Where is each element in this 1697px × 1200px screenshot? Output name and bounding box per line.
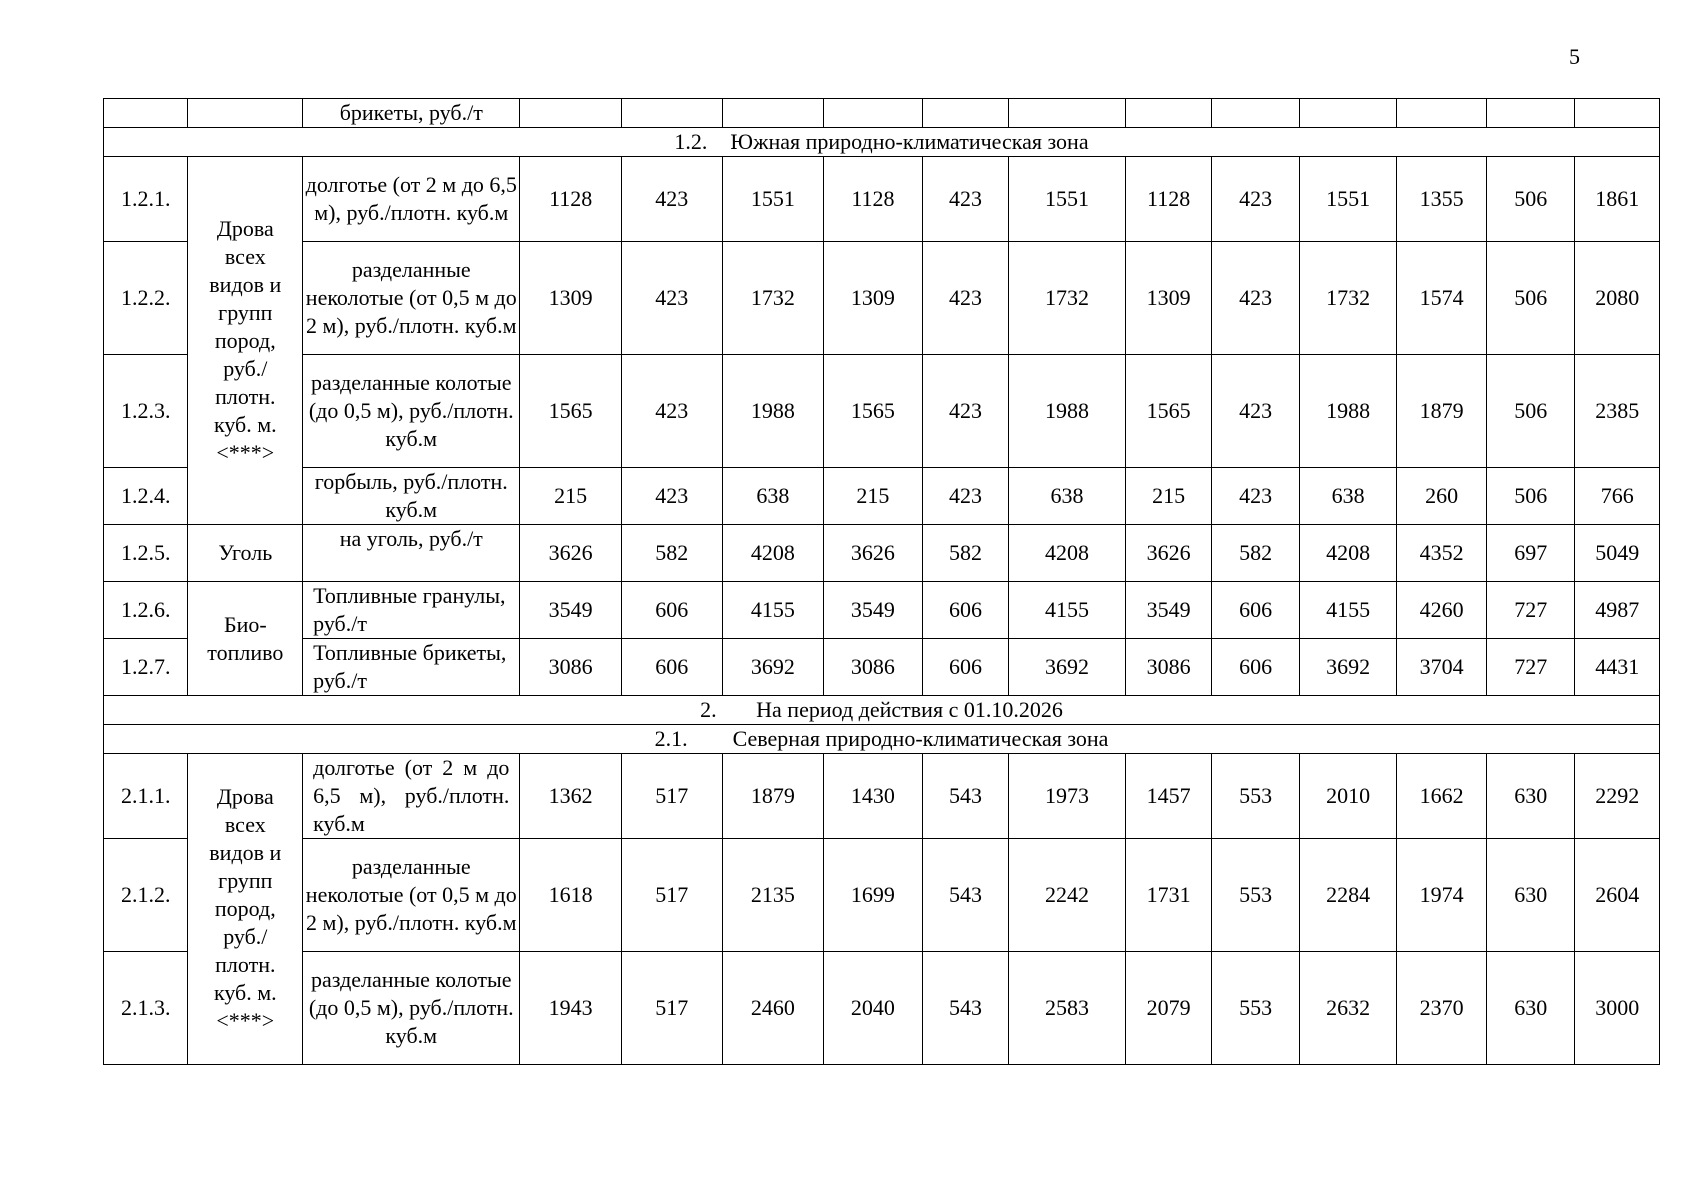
- price-cell: 1565: [1125, 355, 1212, 468]
- fuel-description: Топливные гранулы, руб./т: [303, 582, 520, 639]
- price-cell: 1128: [1125, 157, 1212, 242]
- price-cell: 423: [1212, 157, 1300, 242]
- price-cell: 2284: [1299, 839, 1397, 952]
- price-cell: 1618: [520, 839, 622, 952]
- price-cell: 1128: [520, 157, 622, 242]
- row-number: 1.2.5.: [104, 525, 188, 582]
- price-cell: 543: [922, 952, 1009, 1065]
- price-cell: 606: [922, 639, 1009, 696]
- row-number: 1.2.4.: [104, 468, 188, 525]
- fuel-group-label: Дрова всех видов и групп пород, руб./ плотн. куб. м. <***>: [209, 215, 282, 465]
- price-cell: 1309: [520, 242, 622, 355]
- fuel-description: долготье (от 2 м до 6,5 м), руб./плотн. куб.м: [303, 157, 520, 242]
- price-cell: 606: [621, 639, 722, 696]
- price-cell: 2583: [1009, 952, 1126, 1065]
- price-cell: 3000: [1575, 952, 1660, 1065]
- page-number: 5: [1569, 44, 1580, 69]
- price-cell: 4987: [1575, 582, 1660, 639]
- price-cell: 1943: [520, 952, 622, 1065]
- price-cell: 697: [1486, 525, 1575, 582]
- price-cell: 3086: [824, 639, 923, 696]
- price-cell: 1457: [1125, 754, 1212, 839]
- price-cell: 215: [824, 468, 923, 525]
- price-cell: 423: [922, 242, 1009, 355]
- price-cell: 1988: [722, 355, 824, 468]
- price-cell: 553: [1212, 952, 1300, 1065]
- fuel-description: Топливные брикеты, руб./т: [303, 639, 520, 696]
- price-cell: 3692: [722, 639, 824, 696]
- description-cell: брикеты, руб./т: [303, 99, 520, 128]
- tariff-table: [103, 98, 1660, 1065]
- price-cell: 1988: [1299, 355, 1397, 468]
- fuel-description: разделанные неколотые (от 0,5 м до 2 м), руб./плотн. куб.м: [303, 839, 520, 952]
- price-cell: 2292: [1575, 754, 1660, 839]
- price-cell: 215: [1125, 468, 1212, 525]
- fuel-group-cell: [188, 754, 303, 1065]
- price-cell: 553: [1212, 839, 1300, 952]
- price-cell: 517: [621, 952, 722, 1065]
- price-cell: 1309: [1125, 242, 1212, 355]
- price-cell: 1879: [1397, 355, 1487, 468]
- price-cell: 4431: [1575, 639, 1660, 696]
- price-cell: 3692: [1009, 639, 1126, 696]
- section-header: [104, 128, 1660, 157]
- price-cell: 1732: [1009, 242, 1126, 355]
- number-cell: [104, 99, 188, 128]
- price-cell: 1879: [722, 754, 824, 839]
- price-cell: 1551: [1299, 157, 1397, 242]
- fuel-group-label: Уголь: [218, 540, 273, 565]
- price-cell: 2632: [1299, 952, 1397, 1065]
- price-cell: 423: [1212, 242, 1300, 355]
- fuel-group-cell: [188, 157, 303, 525]
- price-cell: 1973: [1009, 754, 1126, 839]
- price-cell: 3086: [1125, 639, 1212, 696]
- price-cell: 1731: [1125, 839, 1212, 952]
- price-cell: 3626: [1125, 525, 1212, 582]
- price-cell: 4352: [1397, 525, 1487, 582]
- price-cell: 506: [1486, 355, 1575, 468]
- price-cell: 582: [922, 525, 1009, 582]
- table-row: [104, 952, 1660, 1065]
- price-cell: 582: [1212, 525, 1300, 582]
- table-row: [104, 99, 1660, 128]
- price-cell: 606: [621, 582, 722, 639]
- table-row: [104, 639, 1660, 696]
- row-number: 1.2.7.: [104, 639, 188, 696]
- price-cell: 260: [1397, 468, 1487, 525]
- price-cell: 423: [621, 468, 722, 525]
- section-title: Северная природно-климатическая зона: [732, 726, 1109, 751]
- price-cell: 5049: [1575, 525, 1660, 582]
- price-cell: 2604: [1575, 839, 1660, 952]
- price-cell: 3626: [824, 525, 923, 582]
- price-cell: 1699: [824, 839, 923, 952]
- table-row: [104, 525, 1660, 582]
- price-cell: 638: [1009, 468, 1126, 525]
- price-cell: 423: [621, 242, 722, 355]
- price-cell: 423: [1212, 468, 1300, 525]
- price-cell: 506: [1486, 468, 1575, 525]
- row-number: 1.2.2.: [104, 242, 188, 355]
- section-header-row: [104, 696, 1660, 725]
- row-number: 2.1.1.: [104, 754, 188, 839]
- price-cell: 1988: [1009, 355, 1126, 468]
- table-row: [104, 582, 1660, 639]
- section-title: Южная природно-климатическая зона: [730, 129, 1089, 154]
- price-cell: 543: [922, 839, 1009, 952]
- price-cell: 1355: [1397, 157, 1487, 242]
- row-number: 1.2.6.: [104, 582, 188, 639]
- fuel-description: разделанные колотые (до 0,5 м), руб./плотн. куб.м: [303, 952, 520, 1065]
- fuel-group-label: Дрова всех видов и групп пород, руб./ плотн. куб. м. <***>: [209, 784, 282, 1033]
- price-cell: 1430: [824, 754, 923, 839]
- price-cell: 1128: [824, 157, 923, 242]
- price-cell: 423: [621, 157, 722, 242]
- price-cell: 423: [922, 468, 1009, 525]
- price-cell: 423: [922, 157, 1009, 242]
- table-row: [104, 157, 1660, 242]
- price-cell: 3549: [520, 582, 622, 639]
- table-row: [104, 355, 1660, 468]
- price-cell: 2080: [1575, 242, 1660, 355]
- price-cell: 1662: [1397, 754, 1487, 839]
- price-cell: 517: [621, 754, 722, 839]
- price-cell: 4155: [722, 582, 824, 639]
- price-cell: 2135: [722, 839, 824, 952]
- price-cell: 517: [621, 839, 722, 952]
- price-cell: 1974: [1397, 839, 1487, 952]
- price-cell: 2079: [1125, 952, 1212, 1065]
- price-cell: 2385: [1575, 355, 1660, 468]
- price-cell: 423: [922, 355, 1009, 468]
- price-cell: 1565: [824, 355, 923, 468]
- fuel-description: разделанные колотые (до 0,5 м), руб./плотн. куб.м: [303, 355, 520, 468]
- section-number: 1.2.: [674, 129, 708, 154]
- price-cell: 606: [1212, 639, 1300, 696]
- price-cell: 606: [922, 582, 1009, 639]
- price-cell: 3692: [1299, 639, 1397, 696]
- price-cell: 630: [1486, 952, 1575, 1065]
- row-number: 2.1.2.: [104, 839, 188, 952]
- price-cell: 2040: [824, 952, 923, 1065]
- price-cell: 4155: [1009, 582, 1126, 639]
- section-number: 2.: [700, 697, 717, 722]
- price-cell: 3704: [1397, 639, 1487, 696]
- row-number: 1.2.1.: [104, 157, 188, 242]
- price-cell: 1309: [824, 242, 923, 355]
- table-row: [104, 242, 1660, 355]
- price-cell: 3086: [520, 639, 622, 696]
- table-row: [104, 754, 1660, 839]
- row-number: 2.1.3.: [104, 952, 188, 1065]
- section-header-row: [104, 128, 1660, 157]
- price-cell: 1574: [1397, 242, 1487, 355]
- group-cell: [188, 99, 303, 128]
- price-cell: 1565: [520, 355, 622, 468]
- price-cell: 1362: [520, 754, 622, 839]
- price-cell: 2010: [1299, 754, 1397, 839]
- price-cell: 727: [1486, 639, 1575, 696]
- price-cell: 553: [1212, 754, 1300, 839]
- price-cell: 3626: [520, 525, 622, 582]
- price-cell: 1551: [722, 157, 824, 242]
- price-cell: 543: [922, 754, 1009, 839]
- row-number: 1.2.3.: [104, 355, 188, 468]
- fuel-description: разделанные неколотые (от 0,5 м до 2 м), руб./плотн. куб.м: [303, 242, 520, 355]
- section-title: На период действия с 01.10.2026: [756, 697, 1063, 722]
- price-cell: 423: [1212, 355, 1300, 468]
- fuel-description: долготье (от 2 м до 6,5 м), руб./плотн. куб.м: [303, 754, 520, 839]
- price-cell: 4260: [1397, 582, 1487, 639]
- price-cell: 1732: [1299, 242, 1397, 355]
- price-cell: 1732: [722, 242, 824, 355]
- price-cell: 3549: [824, 582, 923, 639]
- price-cell: 606: [1212, 582, 1300, 639]
- fuel-description: на уголь, руб./т: [303, 525, 520, 582]
- price-cell: 2242: [1009, 839, 1126, 952]
- price-cell: 1861: [1575, 157, 1660, 242]
- price-cell: 4208: [1299, 525, 1397, 582]
- price-cell: 582: [621, 525, 722, 582]
- price-cell: 423: [621, 355, 722, 468]
- fuel-group-cell: [188, 525, 303, 582]
- table-row: [104, 468, 1660, 525]
- fuel-group-label: Био- топливо: [207, 611, 284, 665]
- fuel-description: горбыль, руб./плотн. куб.м: [303, 468, 520, 525]
- price-cell: 506: [1486, 157, 1575, 242]
- price-cell: 638: [1299, 468, 1397, 525]
- section-header-row: [104, 725, 1660, 754]
- section-header: [104, 696, 1660, 725]
- price-cell: 1551: [1009, 157, 1126, 242]
- section-header: [104, 725, 1660, 754]
- price-cell: 638: [722, 468, 824, 525]
- price-cell: 215: [520, 468, 622, 525]
- price-cell: 727: [1486, 582, 1575, 639]
- price-cell: 630: [1486, 839, 1575, 952]
- price-cell: 3549: [1125, 582, 1212, 639]
- price-cell: 4208: [722, 525, 824, 582]
- price-cell: 2460: [722, 952, 824, 1065]
- section-number: 2.1.: [654, 726, 688, 751]
- fuel-group-cell: [188, 582, 303, 696]
- price-cell: 766: [1575, 468, 1660, 525]
- price-cell: 2370: [1397, 952, 1487, 1065]
- price-cell: 4208: [1009, 525, 1126, 582]
- price-cell: 630: [1486, 754, 1575, 839]
- price-cell: 506: [1486, 242, 1575, 355]
- price-cell: 4155: [1299, 582, 1397, 639]
- table-row: [104, 839, 1660, 952]
